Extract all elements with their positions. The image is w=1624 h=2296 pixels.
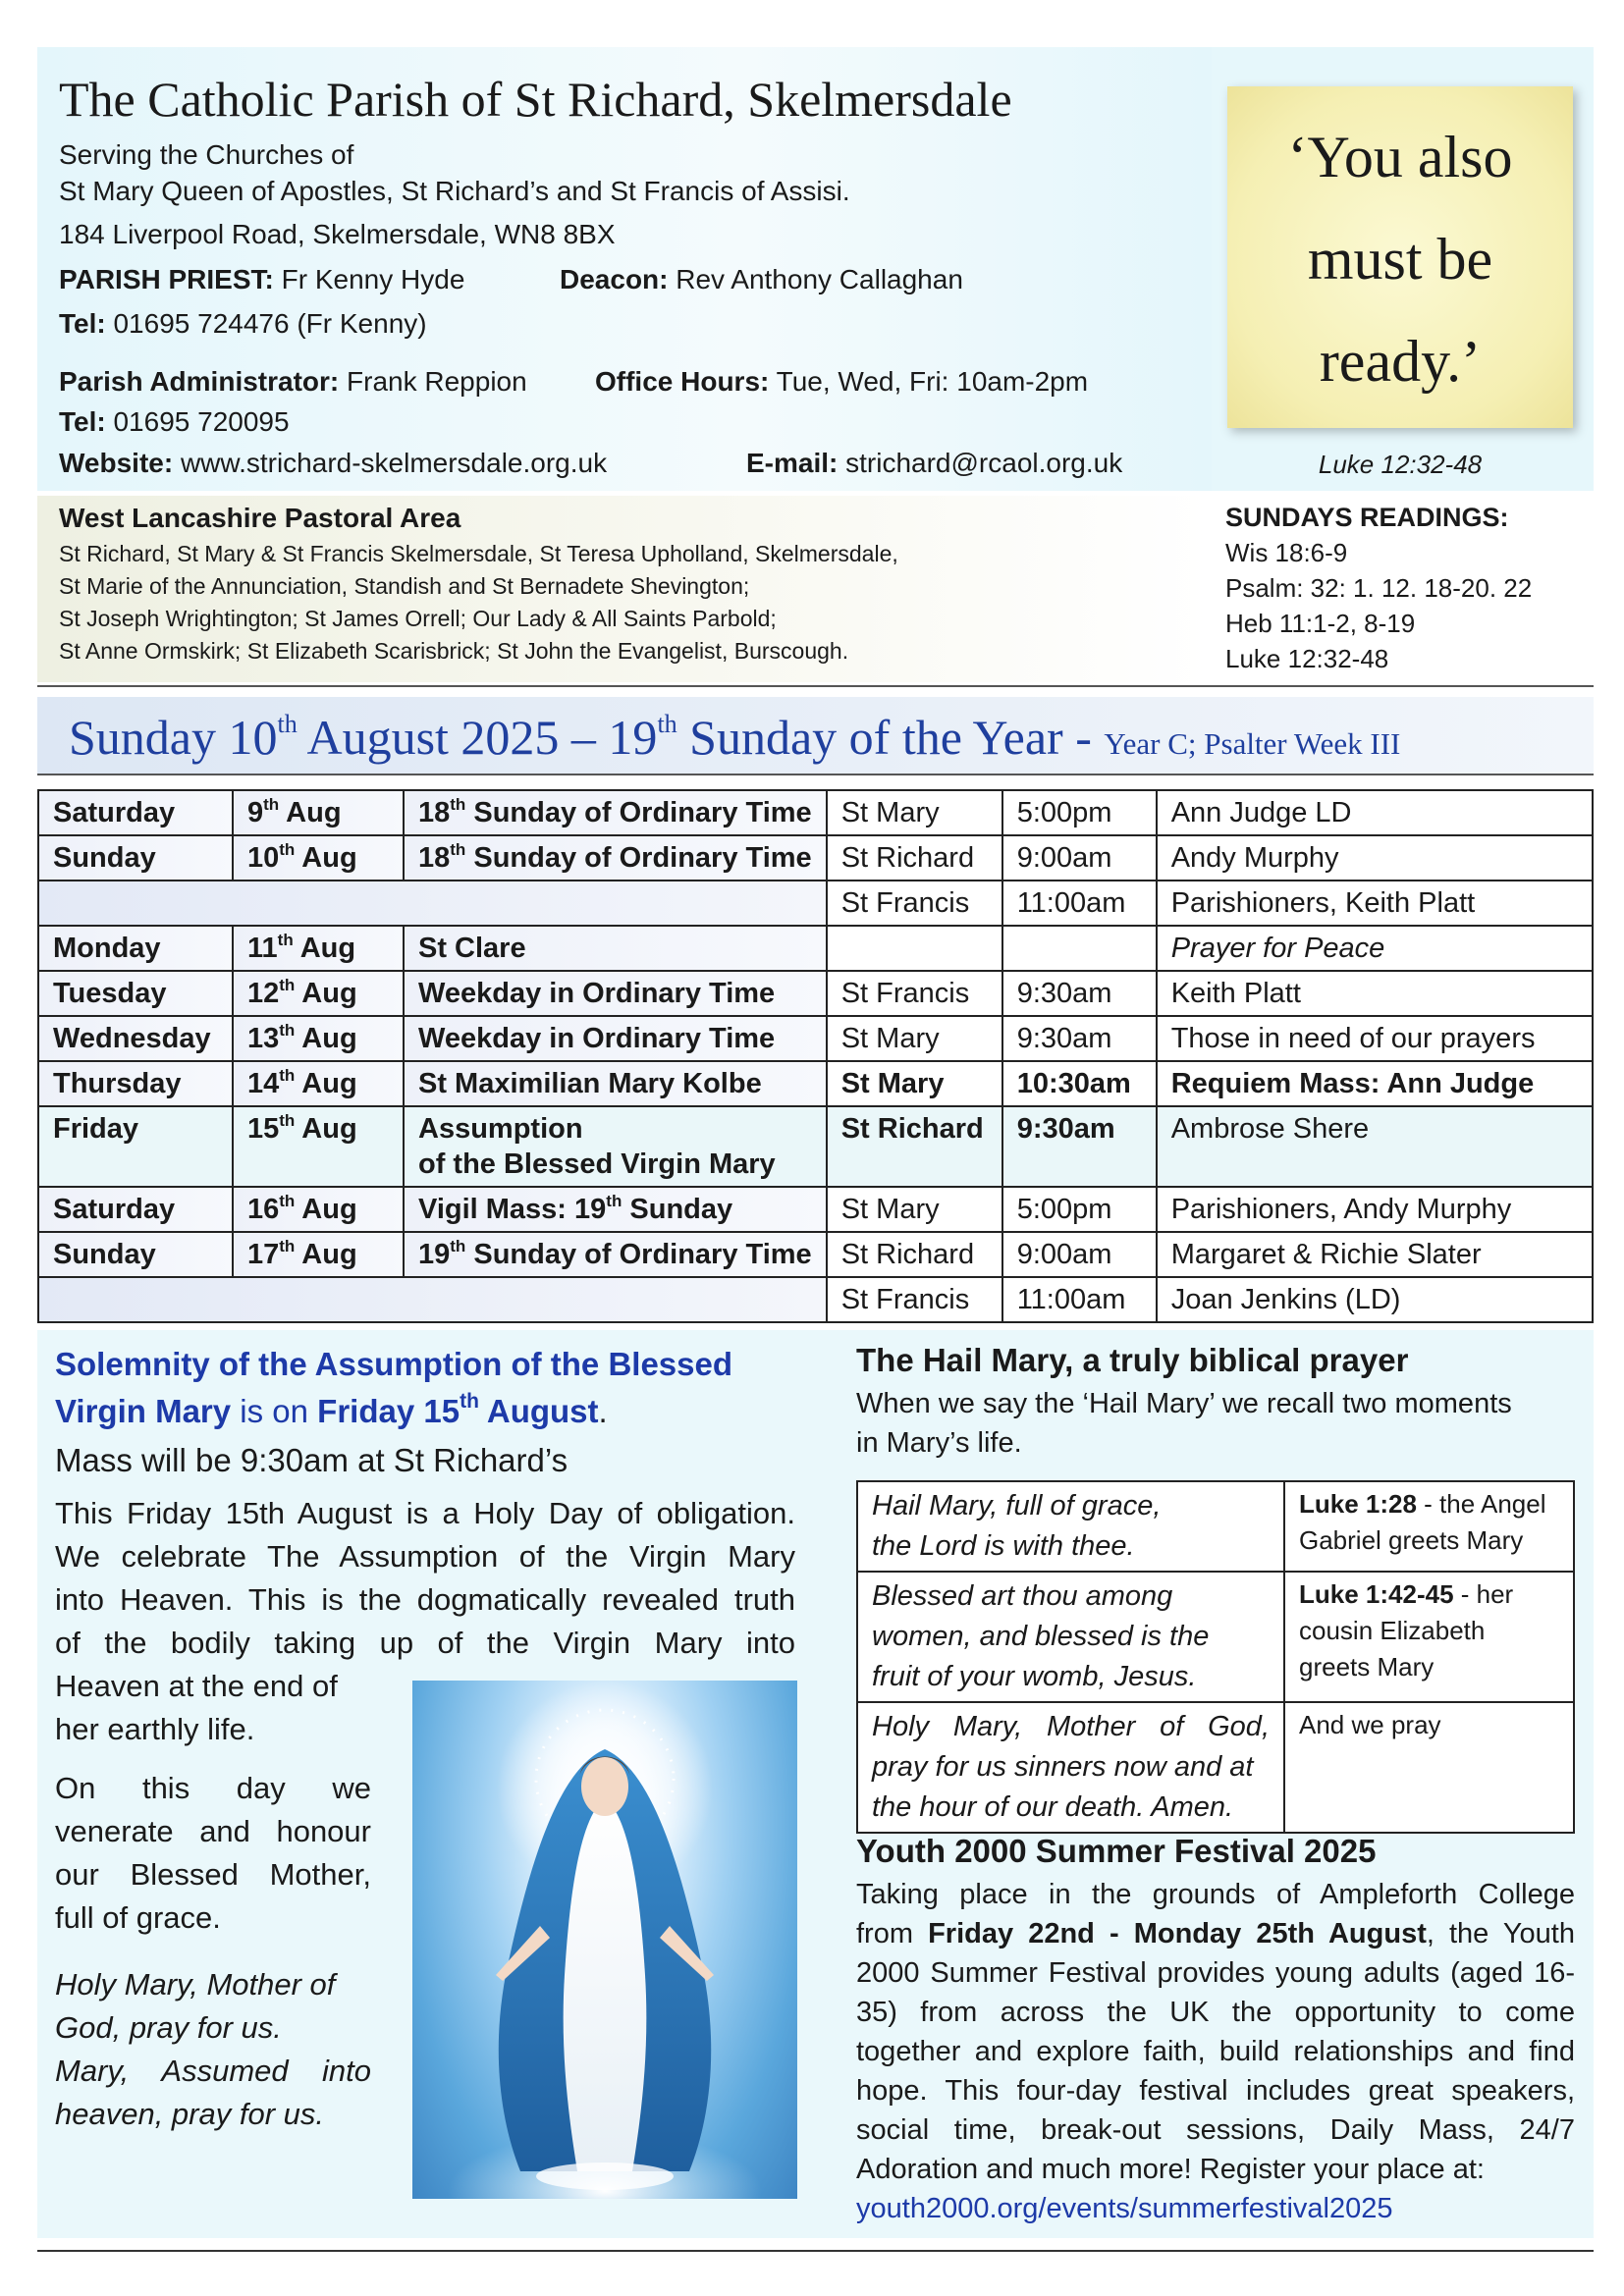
table-row: Monday 11th Aug St Clare Prayer for Peace — [38, 926, 1593, 971]
mass-schedule-table — [37, 789, 1594, 1323]
table-row: Thursday 14th Aug St Maximilian Mary Kolbe St Mary 10:30am Requiem Mass: Ann Judge — [38, 1061, 1593, 1106]
table-row: Hail Mary, full of grace, the Lord is with thee. Luke 1:28 - the Angel Gabriel greets Mary — [857, 1481, 1574, 1572]
priest-phone: Tel: 01695 724476 (Fr Kenny) — [59, 308, 427, 339]
divider — [37, 685, 1594, 687]
parish-address: 184 Liverpool Road, Skelmersdale, WN8 8BX — [59, 219, 616, 249]
table-row: St Francis 11:00am Joan Jenkins (LD) — [38, 1277, 1593, 1322]
quote-line-1: ‘You also — [1287, 125, 1513, 189]
table-row: Saturday 9th Aug 18th Sunday of Ordinary Time St Mary 5:00pm Ann Judge LD — [38, 790, 1593, 835]
sunday-heading: Sunday 10th August 2025 – 19th Sunday of the Year - Year C; Psalter Week III — [69, 710, 1401, 765]
hail-mary-heading: The Hail Mary, a truly biblical prayer — [856, 1342, 1409, 1378]
table-row: Wednesday 13th Aug Weekday in Ordinary Time St Mary 9:30am Those in need of our prayers — [38, 1016, 1593, 1061]
assumption-paragraph: This Friday 15th August is a Holy Day of obligation. We celebrate The Assumption of the Virgin Mary into Heaven. This is the dogmatically revealed truth of the bodily taking up of the Virgin Mary into Heaven at the end of her earthly life. — [55, 1496, 795, 1746]
quote-line-3: ready.’ — [1319, 329, 1482, 394]
deacon-field: Deacon: Rev Anthony Callaghan — [560, 264, 963, 294]
email-link[interactable]: strichard@rcaol.org.uk — [845, 448, 1123, 478]
pastoral-area-title: West Lancashire Pastoral Area — [59, 503, 461, 533]
table-row: Saturday 16th Aug Vigil Mass: 19th Sunday St Mary 5:00pm Parishioners, Andy Murphy — [38, 1187, 1593, 1232]
priest-field: PARISH PRIEST: Fr Kenny Hyde — [59, 264, 465, 294]
pastoral-line: St Anne Ormskirk; St Elizabeth Scarisbrick; St John the Evangelist, Burscough. — [59, 638, 849, 664]
table-row: Sunday 17th Aug 19th Sunday of Ordinary Time St Richard 9:00am Margaret & Richie Slater — [38, 1232, 1593, 1277]
pastoral-line: St Marie of the Annunciation, Standish and St Bernadete Shevington; — [59, 573, 750, 599]
website-field: Website: www.strichard-skelmersdale.org.uk — [59, 448, 608, 478]
serving-line-2: St Mary Queen of Apostles, St Richard’s and St Francis of Assisi. — [59, 176, 850, 206]
youth-festival-paragraph: Taking place in the grounds of Ampleforth College from Friday 22nd - Monday 25th August, the Youth 2000 Summer Festival provides young adults (aged 16- 35) from across the UK the opportunity to come together and explore faith, build relationships and find hope. This four-day festival includes great speakers, social time, break-out sessions, Daily Mass, 24/7 Adoration and much more! Register your place at: youth2000.org/events/summerfestival2025 — [856, 1875, 1575, 2228]
quote-line-2: must be — [1307, 227, 1493, 292]
table-row: Friday 15th Aug Assumption of the Blessed Virgin Mary St Richard 9:30am Ambrose Shere — [38, 1106, 1593, 1187]
assumption-venerate-paragraph: On this day we venerate and honour our Blessed Mother, full of grace. — [55, 1771, 371, 1935]
assumption-mass-time: Mass will be 9:30am at St Richard’s — [55, 1442, 568, 1478]
table-row: Tuesday 12th Aug Weekday in Ordinary Time St Francis 9:30am Keith Platt — [38, 971, 1593, 1016]
reading-line: Psalm: 32: 1. 12. 18-20. 22 — [1225, 573, 1533, 603]
youth-festival-link[interactable]: youth2000.org/events/summerfestival2025 — [856, 2193, 1393, 2224]
office-phone: Tel: 01695 720095 — [59, 406, 290, 437]
reading-line: Luke 12:32-48 — [1225, 644, 1389, 673]
reading-line: Heb 11:1-2, 8-19 — [1225, 609, 1416, 638]
pastoral-line: St Richard, St Mary & St Francis Skelmersdale, St Teresa Upholland, Skelmersdale, — [59, 541, 898, 566]
scripture-quote-card — [1227, 86, 1573, 428]
email-field: E-mail: strichard@rcaol.org.uk — [746, 448, 1123, 478]
virgin-mary-image — [412, 1681, 797, 2199]
serving-line-1: Serving the Churches of — [59, 139, 354, 170]
page-title: The Catholic Parish of St Richard, Skelmersdale — [59, 72, 1012, 127]
pastoral-line: St Joseph Wrightington; St James Orrell; Our Lady & All Saints Parbold; — [59, 606, 777, 631]
admin-field: Parish Administrator: Frank Reppion — [59, 366, 527, 397]
reading-line: Wis 18:6-9 — [1225, 538, 1348, 567]
assumption-heading: Solemnity of the Assumption of the Blessed Virgin Mary is on Friday 15th August. — [55, 1346, 733, 1429]
quote-reference: Luke 12:32-48 — [1318, 450, 1483, 479]
virgin-mary-illustration — [412, 1681, 797, 2199]
youth-festival-heading: Youth 2000 Summer Festival 2025 — [856, 1833, 1377, 1869]
table-row: Holy Mary, Mother of God, pray for us sinners now and at the hour of our death. Amen. And we pray — [857, 1702, 1574, 1833]
table-row: St Francis 11:00am Parishioners, Keith Platt — [38, 881, 1593, 926]
table-row: Sunday 10th Aug 18th Sunday of Ordinary Time St Richard 9:00am Andy Murphy — [38, 835, 1593, 881]
table-row: Blessed art thou among women, and blessed is the fruit of your womb, Jesus. Luke 1:42-45 - her cousin Elizabeth greets Mary — [857, 1572, 1574, 1702]
website-link[interactable]: www.strichard-skelmersdale.org.uk — [180, 448, 608, 478]
hail-mary-table — [856, 1480, 1575, 1834]
divider — [37, 774, 1594, 775]
office-hours-field: Office Hours: Tue, Wed, Fri: 10am-2pm — [595, 366, 1089, 397]
assumption-prayer: Holy Mary, Mother of God, pray for us. Mary, Assumed into heaven, pray for us. — [55, 1967, 371, 2131]
divider — [37, 2250, 1594, 2252]
hail-mary-intro: When we say the ‘Hail Mary’ we recall two moments in Mary’s life. — [856, 1388, 1512, 1459]
readings-title: SUNDAYS READINGS: — [1225, 503, 1509, 532]
